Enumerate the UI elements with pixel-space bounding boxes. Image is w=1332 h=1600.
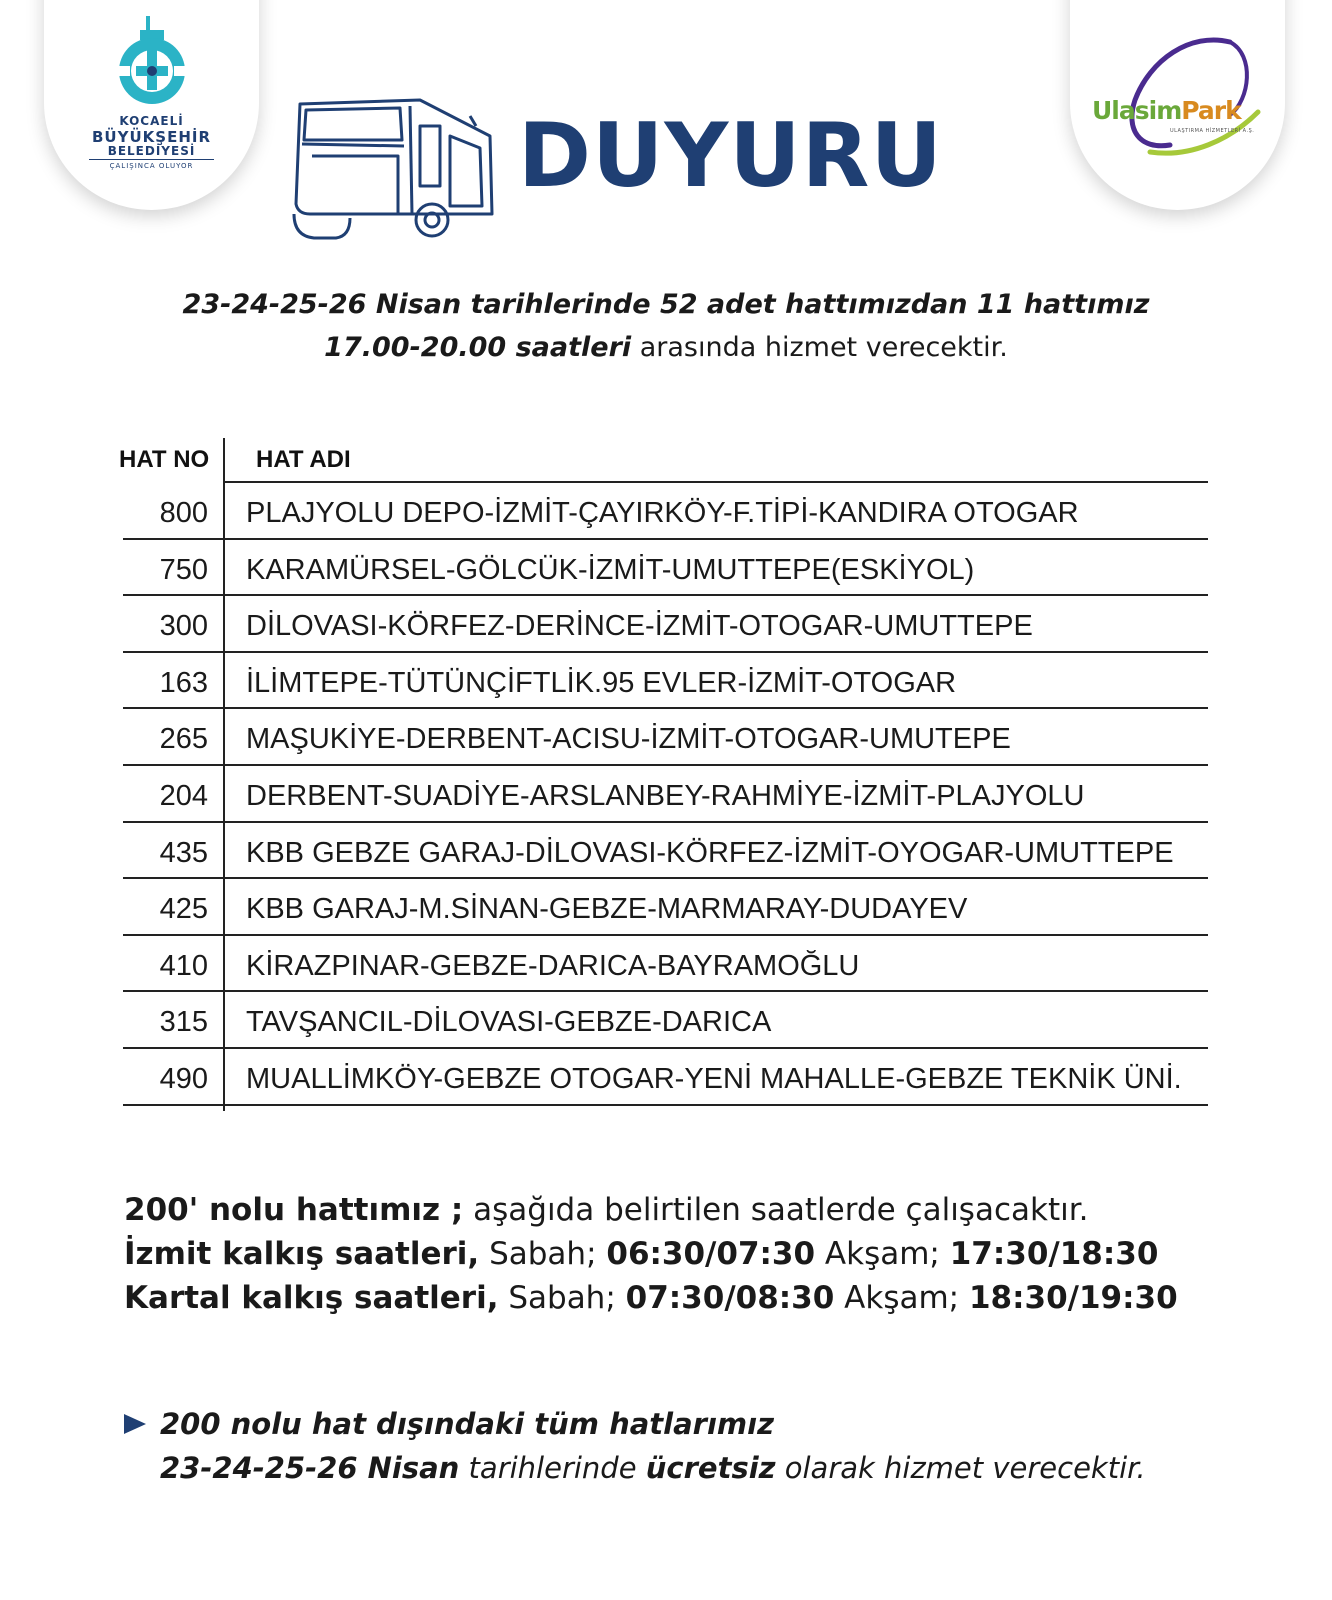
table-row-rule: [123, 594, 1208, 596]
table-row-rule: [123, 764, 1208, 766]
table-row: [0, 597, 1332, 654]
note-line2: 23-24-25-26 Nisan tarihlerinde ücretsiz olarak hizmet verecektir.: [160, 1451, 1146, 1485]
table-row: [0, 993, 1332, 1050]
ulasimpark-logo: [1070, 0, 1285, 210]
route-name: İLİMTEPE-TÜTÜNÇİFTLİK.95 EVLER-İZMİT-OTOGAR: [246, 667, 957, 699]
table-row-rule: [123, 877, 1208, 879]
bus-icon: [290, 96, 505, 246]
kbb-logo: [44, 0, 259, 210]
table-header-name: HAT ADI: [256, 446, 351, 473]
table-row: [0, 937, 1332, 994]
table-row-rule: [123, 821, 1208, 823]
route-name: PLAJYOLU DEPO-İZMİT-ÇAYIRKÖY-F.TİPİ-KANDIRA OTOGAR: [246, 497, 1079, 529]
kbb-line2: BÜYÜKŞEHİR: [91, 128, 211, 146]
table-row: [0, 710, 1332, 767]
kbb-divider: [89, 159, 214, 160]
table-header-no: HAT NO: [119, 446, 210, 473]
table-row: [0, 824, 1332, 881]
table-row-rule: [123, 990, 1208, 992]
schedule-line1: 200' nolu hattımız ; aşağıda belirtilen saatlerde çalışacaktır.: [124, 1192, 1089, 1228]
table-row: [0, 654, 1332, 711]
route-number: 435: [159, 837, 208, 869]
intro-line2: 17.00-20.00 saatleri arasında hizmet verecektir.: [324, 332, 1008, 363]
table-row: [0, 880, 1332, 937]
route-number: 800: [159, 497, 208, 529]
route-name: KARAMÜRSEL-GÖLCÜK-İZMİT-UMUTTEPE(ESKİYOL): [246, 554, 975, 586]
intro-line1: 23-24-25-26 Nisan tarihlerinde 52 adet hattımızdan 11 hattımız: [182, 289, 1150, 320]
route-name: TAVŞANCIL-DİLOVASI-GEBZE-DARICA: [246, 1006, 772, 1038]
kbb-slogan: ÇALIŞINCA OLUYOR: [109, 162, 194, 170]
table-row: [0, 1050, 1332, 1107]
route-number: 425: [159, 893, 208, 925]
ulasimpark-wordmark: UlasimPark: [1092, 96, 1241, 125]
table-row-rule: [123, 538, 1208, 540]
table-header-rule: [223, 481, 1208, 483]
table-row: [0, 767, 1332, 824]
route-number: 315: [159, 1006, 208, 1038]
kbb-emblem-icon: [110, 16, 194, 108]
kbb-line1: KOCAELİ: [119, 114, 184, 128]
route-number: 490: [159, 1063, 208, 1095]
table-row: [0, 541, 1332, 598]
triangle-bullet-icon: [124, 1414, 146, 1434]
route-number: 163: [159, 667, 208, 699]
route-name: KBB GEBZE GARAJ-DİLOVASI-KÖRFEZ-İZMİT-OYOGAR-UMUTTEPE: [246, 837, 1174, 869]
table-row-rule: [123, 651, 1208, 653]
schedule-kartal: Kartal kalkış saatleri, Sabah; 07:30/08:30 Akşam; 18:30/19:30: [124, 1280, 1178, 1316]
table-row-rule: [123, 1047, 1208, 1049]
schedule-izmit: İzmit kalkış saatleri, Sabah; 06:30/07:30 Akşam; 17:30/18:30: [124, 1236, 1159, 1272]
route-number: 410: [159, 950, 208, 982]
route-name: DERBENT-SUADİYE-ARSLANBEY-RAHMİYE-İZMİT-PLAJYOLU: [246, 780, 1085, 812]
route-number: 300: [159, 610, 208, 642]
route-name: KBB GARAJ-M.SİNAN-GEBZE-MARMARAY-DUDAYEV: [246, 893, 968, 925]
ulasimpark-subtitle: ULAŞTIRMA HİZMETLERİ A.Ş.: [1170, 128, 1255, 134]
table-row: [0, 484, 1332, 541]
table-row-rule: [123, 707, 1208, 709]
table-row-rule: [123, 934, 1208, 936]
kbb-line3: BELEDİYESİ: [107, 144, 196, 158]
route-name: MAŞUKİYE-DERBENT-ACISU-İZMİT-OTOGAR-UMUTEPE: [246, 723, 1011, 755]
route-name: MUALLİMKÖY-GEBZE OTOGAR-YENİ MAHALLE-GEBZE TEKNİK ÜNİ.: [246, 1063, 1182, 1095]
route-number: 265: [159, 723, 208, 755]
route-name: KİRAZPINAR-GEBZE-DARICA-BAYRAMOĞLU: [246, 950, 860, 982]
table-row-rule: [123, 1104, 1208, 1106]
route-number: 204: [159, 780, 208, 812]
note-line1: 200 nolu hat dışındaki tüm hatlarımız: [160, 1407, 774, 1441]
route-number: 750: [159, 554, 208, 586]
page-title: DUYURU: [518, 104, 943, 207]
route-name: DİLOVASI-KÖRFEZ-DERİNCE-İZMİT-OTOGAR-UMUTTEPE: [246, 610, 1033, 642]
